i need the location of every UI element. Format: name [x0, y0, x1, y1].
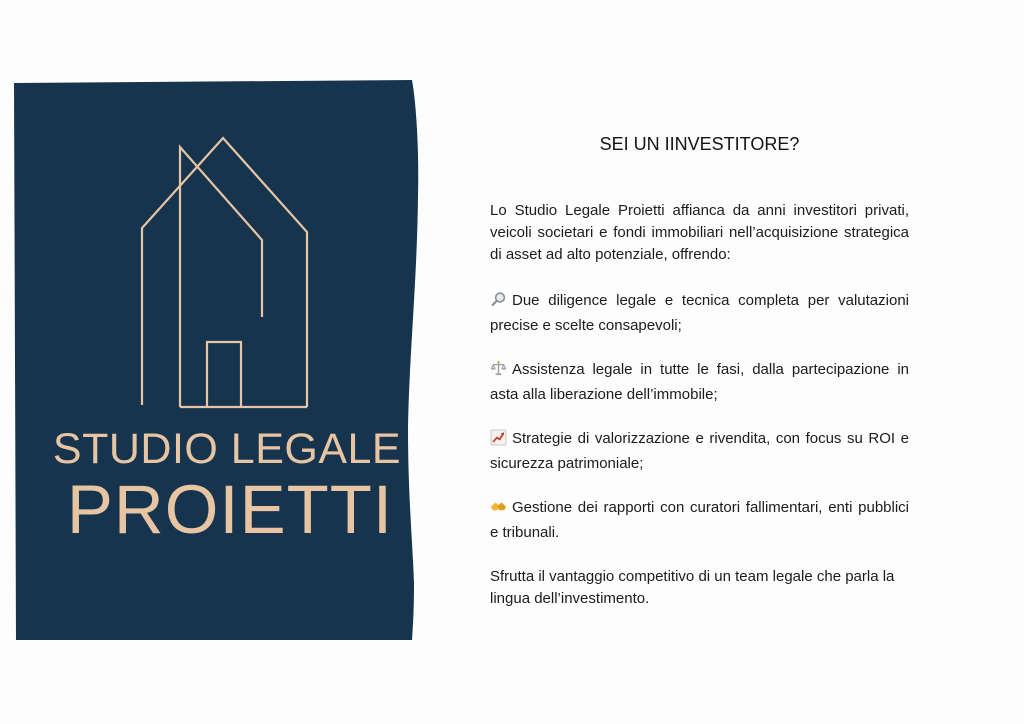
- brand-name-line1: STUDIO LEGALE: [52, 425, 402, 473]
- closing-paragraph: Sfrutta il vantaggio competitivo di un team legale che parla la lingua dell’investimento.: [490, 568, 895, 607]
- bullet-item: [490, 428, 909, 475]
- bullet-text: Assistenza legale in tutte le fasi, dalla partecipazione in asta alla liberazione dell’immobile;: [490, 361, 909, 403]
- bullet-text: Gestione dei rapporti con curatori fallimentari, enti pubblici e tribunali.: [490, 499, 909, 541]
- bullet-item: [490, 359, 909, 406]
- chart-up-icon: [490, 429, 507, 453]
- panel-swoosh-shape: [14, 80, 418, 640]
- page-title: SEI UN IINVESTITORE?: [599, 134, 800, 154]
- intro-paragraph: Lo Studio Legale Proietti affianca da anni investitori privati, veicoli societari e fondi immobiliari nell’acquisizione strategica di asset ad alto potenziale, offrendo:: [490, 202, 909, 263]
- brand-name-line2: PROIETTI: [66, 471, 394, 548]
- content-column: [490, 132, 909, 610]
- handshake-icon: [490, 498, 507, 522]
- brand-panel-art: [10, 78, 420, 644]
- bullet-item: [490, 290, 909, 337]
- bullet-item: [490, 497, 909, 544]
- bullet-text: Strategie di valorizzazione e rivendita, con focus su ROI e sicurezza patrimoniale;: [490, 430, 909, 472]
- magnifier-icon: [490, 291, 507, 315]
- brand-panel: [10, 78, 420, 644]
- scales-icon: [490, 360, 507, 384]
- bullet-text: Due diligence legale e tecnica completa per valutazioni precise e scelte consapevoli;: [490, 292, 909, 334]
